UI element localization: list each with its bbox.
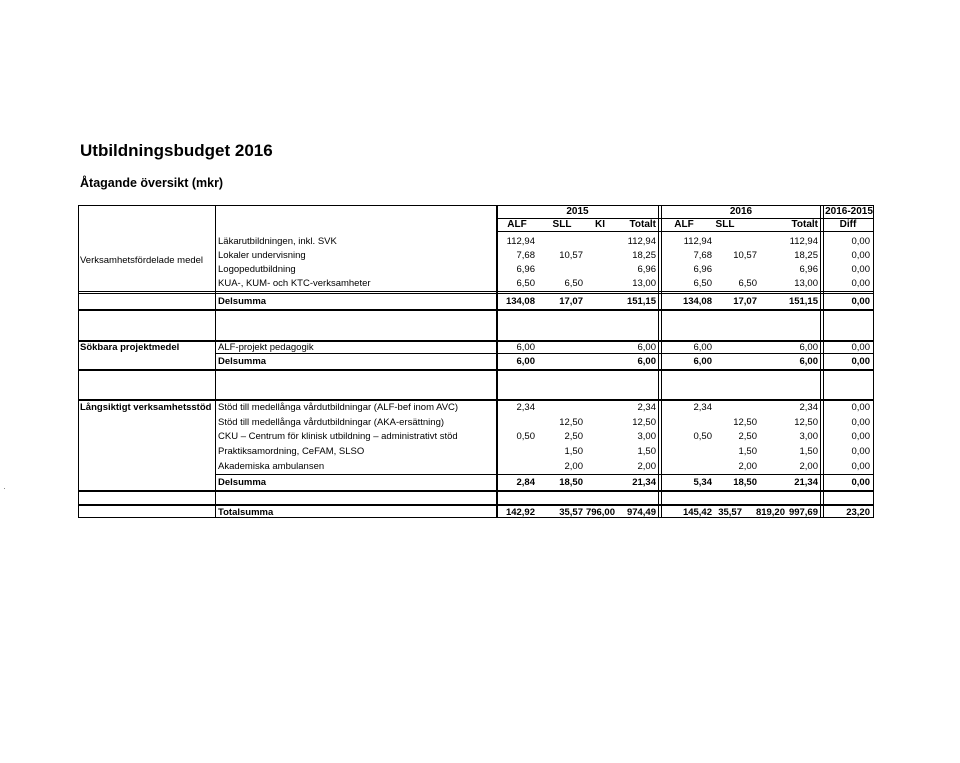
col-header-totalt: Totalt	[791, 219, 818, 230]
row-2-0-v7: 0,00	[851, 402, 870, 413]
subtotal-2-v6: 21,34	[794, 477, 818, 488]
group-name-2: Långsiktigt verksamhetsstöd	[80, 402, 212, 413]
row-0-3-v5: 6,50	[738, 278, 757, 289]
subtotal-label-1: Delsumma	[218, 356, 267, 367]
row-0-3-v1: 6,50	[564, 278, 583, 289]
subtotal-0-v0: 134,08	[505, 296, 535, 307]
row-0-1-v0: 7,68	[516, 250, 535, 261]
rule-group1-bottom-b	[78, 293, 874, 294]
row-0-2-v0: 6,96	[516, 264, 535, 275]
row-1-0-v0: 6,00	[516, 342, 535, 353]
total-label: Totalsumma	[218, 507, 274, 518]
row-0-0-v7: 0,00	[851, 236, 870, 247]
row-2-3-v1: 1,50	[564, 446, 583, 457]
rule-group2-subtotal	[78, 369, 874, 371]
group-name-0: Verksamhetsfördelade medel	[80, 255, 204, 266]
row-0-0-v6: 112,94	[789, 236, 818, 247]
row-2-1-v5: 12,50	[733, 417, 757, 428]
scan-speck	[4, 488, 5, 489]
row-2-4-v5: 2,00	[738, 461, 757, 472]
subtotal-0-v3: 151,15	[626, 296, 656, 307]
row-2-0-v0: 2,34	[516, 402, 535, 413]
row-2-0-v4: 2,34	[693, 402, 712, 413]
row-0-3-v0: 6,50	[516, 278, 535, 289]
subtotal-0-v1: 17,07	[559, 296, 583, 307]
rule-group3-subtotal	[78, 490, 874, 492]
subtotal-label-0: Delsumma	[218, 296, 267, 307]
row-1-0-v4: 6,00	[693, 342, 712, 353]
row-2-2-v5: 2,50	[738, 431, 757, 442]
row-2-3-v3: 1,50	[637, 446, 656, 457]
row-2-0-v6: 2,34	[799, 402, 818, 413]
row-0-3-v4: 6,50	[693, 278, 712, 289]
col-header-alf: ALF	[674, 219, 694, 230]
subtotal-0-v5: 17,07	[733, 296, 757, 307]
subtotal-1-v6: 6,00	[799, 356, 818, 367]
row-0-2-v7: 0,00	[851, 264, 870, 275]
year-header-2016: 2016	[729, 206, 753, 217]
row-2-2-v0: 0,50	[516, 431, 535, 442]
col-divider-group	[215, 205, 216, 518]
year-header-diff: 2016-2015	[825, 206, 873, 217]
row-label: CKU – Centrum för klinisk utbildning – administrativt stöd	[218, 431, 458, 442]
row-label: Logopedutbildning	[218, 264, 296, 275]
total-v2: 796,00	[585, 507, 615, 518]
row-1-0-v7: 0,00	[851, 342, 870, 353]
subtotal-1-v4: 6,00	[693, 356, 712, 367]
subtotal-2-v0: 2,84	[516, 477, 535, 488]
row-0-1-v4: 7,68	[693, 250, 712, 261]
row-label: Lokaler undervisning	[218, 250, 306, 261]
row-0-1-v6: 18,25	[794, 250, 818, 261]
row-0-2-v3: 6,96	[637, 264, 656, 275]
subtotal-2-v5: 18,50	[733, 477, 757, 488]
row-label: Akademiska ambulansen	[218, 461, 325, 472]
row-2-1-v7: 0,00	[851, 417, 870, 428]
row-2-3-v7: 0,00	[851, 446, 870, 457]
rule-col-header	[497, 231, 874, 232]
row-2-2-v3: 3,00	[637, 431, 656, 442]
subtotal-0-v6: 151,15	[788, 296, 818, 307]
subtotal-0-v7: 0,00	[851, 296, 870, 307]
group-name-1: Sökbara projektmedel	[80, 342, 180, 353]
rule-group1-bottom-a	[78, 291, 874, 292]
rule-group3-bottom	[216, 474, 874, 475]
row-2-1-v6: 12,50	[794, 417, 818, 428]
row-1-0-v6: 6,00	[799, 342, 818, 353]
total-v0: 142,92	[505, 507, 535, 518]
row-2-2-v7: 0,00	[851, 431, 870, 442]
total-v4: 145,42	[682, 507, 712, 518]
rule-group1-subtotal	[78, 309, 874, 311]
page-subtitle: Åtagande översikt (mkr)	[80, 176, 224, 190]
total-v3: 974,49	[626, 507, 656, 518]
total-v7: 997,69	[788, 507, 818, 518]
col-header-sll: SLL	[552, 219, 572, 230]
row-0-1-v5: 10,57	[733, 250, 757, 261]
row-2-1-v1: 12,50	[559, 417, 583, 428]
subtotal-2-v7: 0,00	[851, 477, 870, 488]
row-label: Praktiksamordning, CeFAM, SLSO	[218, 446, 365, 457]
rule-group3-top	[78, 399, 874, 401]
row-0-3-v3: 13,00	[632, 278, 656, 289]
subtotal-2-v3: 21,34	[632, 477, 656, 488]
col-header-ki: KI	[595, 219, 605, 230]
row-2-4-v3: 2,00	[637, 461, 656, 472]
col-header-diff: Diff	[839, 219, 857, 230]
row-2-3-v6: 1,50	[799, 446, 818, 457]
subtotal-1-v0: 6,00	[516, 356, 535, 367]
total-v5: 35,57	[718, 507, 742, 518]
row-2-4-v1: 2,00	[564, 461, 583, 472]
row-0-3-v7: 0,00	[851, 278, 870, 289]
col-divider-2015-total-a	[658, 205, 659, 518]
subtotal-0-v4: 134,08	[682, 296, 712, 307]
row-label: Läkarutbildningen, inkl. SVK	[218, 236, 337, 247]
row-2-2-v4: 0,50	[693, 431, 712, 442]
row-label: Stöd till medellånga vårdutbildningar (ALF-bef inom AVC)	[218, 402, 459, 413]
row-2-2-v6: 3,00	[799, 431, 818, 442]
row-0-0-v4: 112,94	[683, 236, 712, 247]
subtotal-2-v1: 18,50	[559, 477, 583, 488]
row-2-0-v3: 2,34	[637, 402, 656, 413]
col-header-alf: ALF	[507, 219, 527, 230]
row-1-0-v3: 6,00	[637, 342, 656, 353]
row-label: KUA-, KUM- och KTC-verksamheter	[218, 278, 371, 289]
subtotal-1-v3: 6,00	[637, 356, 656, 367]
row-0-2-v6: 6,96	[799, 264, 818, 275]
col-divider-2016-total-a	[820, 205, 821, 518]
row-2-1-v3: 12,50	[632, 417, 656, 428]
row-label: ALF-projekt pedagogik	[218, 342, 314, 353]
row-0-0-v0: 112,94	[506, 236, 535, 247]
row-0-3-v6: 13,00	[794, 278, 818, 289]
col-divider-2015-total-b	[661, 205, 662, 518]
subtotal-1-v7: 0,00	[851, 356, 870, 367]
total-v1: 35,57	[559, 507, 583, 518]
subtotal-2-v4: 5,34	[693, 477, 712, 488]
row-2-4-v7: 0,00	[851, 461, 870, 472]
total-v8: 23,20	[846, 507, 870, 518]
page-title: Utbildningsbudget 2016	[80, 141, 273, 160]
total-v6: 819,20	[755, 507, 785, 518]
row-0-0-v3: 112,94	[627, 236, 656, 247]
year-header-2015: 2015	[566, 206, 589, 217]
col-header-sll: SLL	[715, 219, 735, 230]
row-label: Stöd till medellånga vårdutbildningar (AKA-ersättning)	[218, 417, 445, 428]
row-2-2-v1: 2,50	[564, 431, 583, 442]
row-0-2-v4: 6,96	[693, 264, 712, 275]
row-2-3-v5: 1,50	[738, 446, 757, 457]
row-0-1-v7: 0,00	[851, 250, 870, 261]
subtotal-label-2: Delsumma	[218, 477, 267, 488]
row-2-4-v6: 2,00	[799, 461, 818, 472]
rule-total-top	[78, 504, 874, 506]
col-header-totalt: Totalt	[629, 219, 656, 230]
row-0-1-v1: 10,57	[559, 250, 583, 261]
row-0-1-v3: 18,25	[632, 250, 656, 261]
